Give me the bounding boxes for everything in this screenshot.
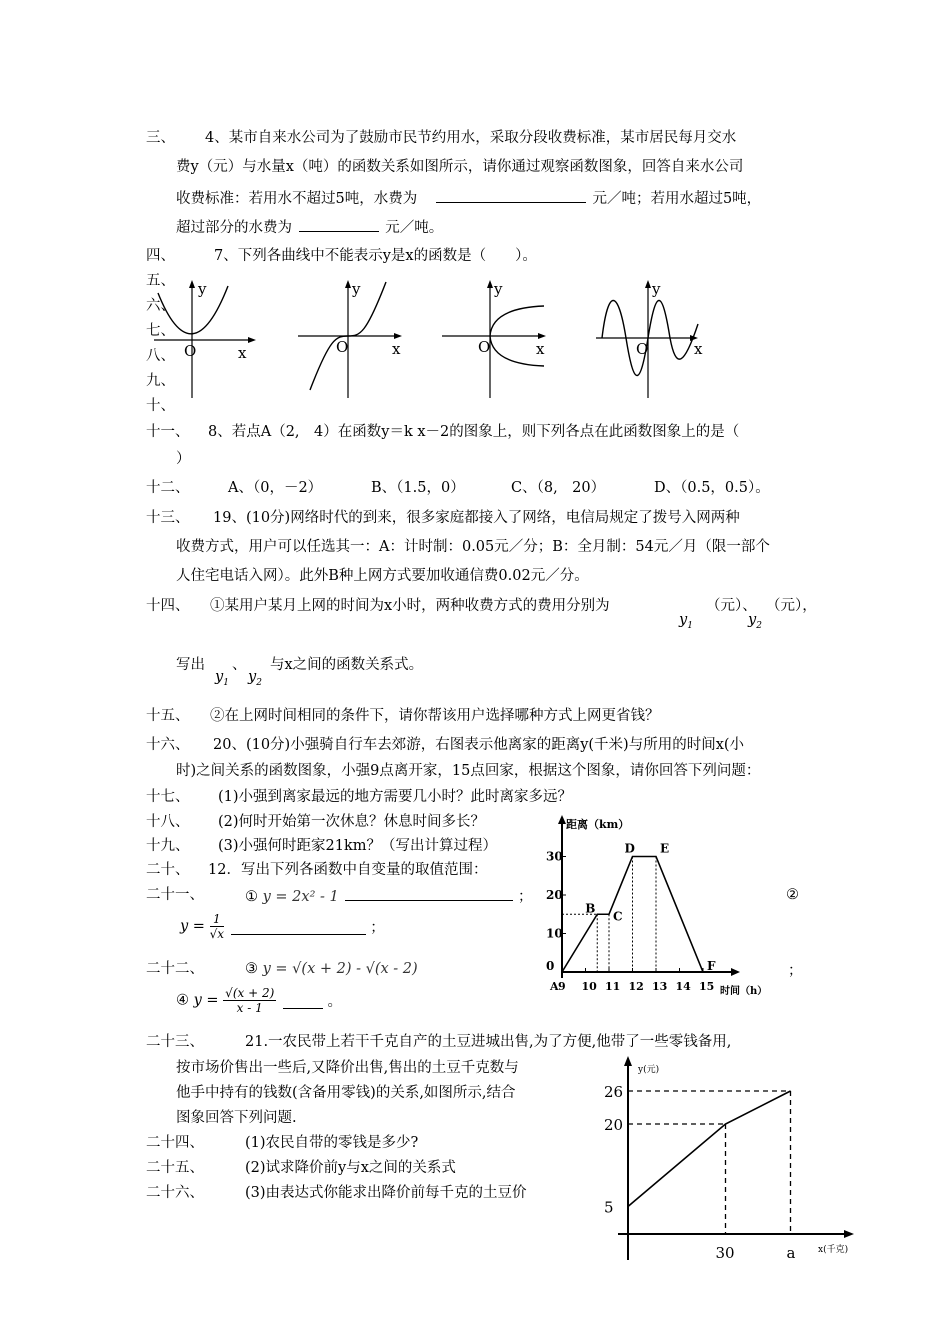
q20-s3-text: (3)小强何时距家21km？（写出计算过程）: [218, 838, 498, 854]
q21-line-1: 21.一农民带上若干千克自产的土豆进城出售,为了方便,他带了一些零钱备用,: [245, 1034, 732, 1050]
q12-a: [245, 885, 532, 907]
q7-text: 7、下列各曲线中不能表示y是x的函数是（ ）。: [214, 248, 537, 264]
q19-y2-a: $y_2$: [748, 612, 762, 631]
q7-g4-y-label: y: [652, 280, 661, 298]
q12-number: 二十、: [146, 862, 190, 878]
q8-text-2: ）: [176, 451, 191, 467]
q4-blank-2[interactable]: [299, 216, 379, 232]
origin-label: A: [550, 980, 559, 993]
x-axis-label: x(千克): [818, 1245, 849, 1255]
y-tick-label: 5: [604, 1198, 614, 1217]
q12-a-expr: y = 2x² - 1: [262, 889, 339, 905]
q4-line-3-a: 收费标准：若用水不超过5吨，水费为: [176, 191, 418, 207]
q12-b-end: ；: [370, 920, 385, 936]
q20-s3-number: 十九、: [146, 838, 190, 854]
q4-line-4-a: 超过部分的水费为: [176, 220, 292, 236]
q19-y2-b: $y_2$: [248, 669, 262, 688]
x-tick-label: 12: [628, 980, 644, 993]
q12-d-mark: ④: [176, 992, 189, 1009]
point-label-D: D: [624, 841, 635, 856]
q8-option-a: A、（0，－2）: [228, 480, 323, 496]
x-tick-label: 13: [652, 980, 668, 993]
q20-line-1: 20、(10分)小强骑自行车去郊游，右图表示他离家的距离y(千米)与所用的时间x(小: [213, 737, 745, 753]
q12-b: [180, 912, 385, 941]
q4-line-4: [176, 216, 443, 238]
q19-sub2-text: ②在上网时间相同的条件下，请你帮该用户选择哪种方式上网更省钱？: [210, 708, 660, 724]
q12-c-expr: y = √(x + 2) - √(x - 2): [262, 961, 418, 977]
q4-line-4-b: 元／吨。: [385, 220, 444, 236]
q8-text: 8、若点A（2, 4）在函数y＝k x－2的图象上，则下列各点在此函数图象上的是（: [208, 424, 740, 440]
q21-number: 二十三、: [146, 1034, 204, 1050]
q12-d-blank[interactable]: [283, 993, 323, 1009]
y-tick-label: 20: [546, 888, 563, 902]
q19-sub1-text: ①某用户某月上网的时间为x小时，两种收费方式的费用分别为: [210, 598, 610, 614]
q20-s1-text: (1)小强到离家最远的地方需要几小时？此时离家多远？: [218, 789, 573, 805]
q4-number: 三、: [146, 130, 175, 146]
q7-g2-x-label: x: [392, 340, 401, 358]
q12-c-end: ；: [788, 963, 803, 979]
q19-sep: 、: [232, 657, 247, 673]
q21-s2-number: 二十五、: [146, 1160, 204, 1176]
point-label-F: F: [707, 959, 716, 973]
y-tick-label: 20: [604, 1116, 624, 1134]
num-8: 八、: [146, 348, 175, 364]
q20-s1-number: 十七、: [146, 789, 190, 805]
q12-a-mark: ①: [245, 889, 258, 905]
q7-graph-sideways-parabola: [440, 278, 555, 400]
x-axis-label: 时间（h）: [720, 986, 768, 997]
q19-line-3: 人住宅电话入网）。此外B种上网方式要加收通信费0.02元／分。: [176, 568, 589, 584]
q19-y1-a: $y_1$: [679, 612, 693, 631]
q12-text: 12．写出下列各函数中自变量的取值范围：: [208, 862, 488, 878]
q20-s2-text: (2)何时开始第一次休息？休息时间多长？: [218, 814, 486, 830]
y-tick-label: 26: [604, 1083, 624, 1101]
x-tick-label: 9: [558, 980, 566, 993]
x-tick-label: a: [786, 1244, 796, 1262]
q7-g4-x-label: x: [694, 340, 703, 358]
q12-b-lhs: y =: [180, 918, 205, 935]
q12-c-number: 二十二、: [146, 961, 204, 977]
q12-c: [245, 959, 418, 979]
q7-g1-y-label: y: [198, 280, 207, 298]
q19-write-rest: 与x之间的函数关系式。: [270, 657, 424, 673]
q12-d: [176, 986, 342, 1015]
x-tick-label: 14: [675, 980, 691, 993]
q7-g1-x-label: x: [238, 344, 247, 362]
q4-blank-1[interactable]: [436, 187, 586, 203]
q7-g1-o-label: O: [184, 342, 197, 360]
q7-number: 四、: [146, 248, 175, 264]
q20-line-2: 时)之间关系的函数图象，小强9点离开家，15点回家，根据这个图象，请你回答下列问题：: [176, 763, 761, 779]
q21-line-3: 他手中持有的钱数(含备用零钱)的关系,如图所示,结合: [176, 1085, 516, 1101]
q8-options-number: 十二、: [146, 480, 190, 496]
q7-g4-o-label: O: [636, 340, 649, 358]
q12-d-end: 。: [327, 994, 342, 1010]
q21-s3-text: (3)由表达式你能求出降价前每千克的土豆价: [245, 1185, 527, 1201]
y-axis-arrow: [624, 1056, 632, 1066]
point-label-E: E: [660, 841, 670, 856]
q21-s1-number: 二十四、: [146, 1135, 204, 1151]
q12-d-lhs: y =: [193, 992, 219, 1009]
q4-line-2: 费y（元）与水量x（吨）的函数关系如图所示，请你通过观察函数图象，回答自来水公司: [176, 159, 744, 175]
q19-y1-b: $y_1$: [215, 669, 229, 688]
q12-a-end: ；: [517, 889, 533, 905]
x-tick-label: 30: [715, 1244, 735, 1262]
q19-sub1-c: （元），: [766, 598, 817, 614]
q8-option-c: C、（8, 20）: [511, 480, 606, 496]
q7-g3-o-label: O: [478, 338, 491, 356]
q4-line-3: [176, 187, 761, 209]
q19-line-2: 收费方式，用户可以任选其一：A：计时制：0.05元／分；B：全月制：54元／月（限一部个: [176, 539, 770, 555]
q19-line-1: 19、(10分)网络时代的到来，很多家庭都接入了网络，电信局规定了拨号入网两种: [213, 510, 740, 526]
q12-a-number: 二十一、: [146, 887, 204, 903]
q8-number: 十一、: [146, 424, 190, 440]
q19-sub1-b: （元）、: [706, 598, 757, 614]
q19-sub2-number: 十五、: [146, 708, 190, 724]
q7-graph-wave: [594, 278, 719, 400]
q12-b-blank[interactable]: [231, 919, 366, 935]
num-9: 九、: [146, 373, 175, 389]
q12-a-blank[interactable]: [345, 885, 513, 901]
q7-g3-y-label: y: [494, 280, 503, 298]
q12-d-frac: $\frac{√(x + 2)}{x - 1}$: [225, 986, 275, 1015]
q4-line-1: 4、某市自来水公司为了鼓励市民节约用水，采取分段收费标准，某市居民每月交水: [205, 130, 737, 146]
q19-sub1-number: 十四、: [146, 598, 190, 614]
q12-b-mark: ②: [786, 887, 799, 903]
q7-g3-x-label: x: [536, 340, 545, 358]
x-axis-arrow: [844, 1230, 854, 1238]
point-label-C: C: [613, 909, 623, 924]
money-series-line: [628, 1091, 791, 1207]
q7-graph-cubic: [296, 278, 411, 400]
q8-option-d: D、（0.5，0.5）。: [654, 480, 770, 496]
distance-time-chart: [540, 812, 780, 997]
point-label-B: B: [585, 901, 596, 916]
q19-number: 十三、: [146, 510, 190, 526]
q7-g2-o-label: O: [336, 338, 349, 356]
q7-g2-y-label: y: [352, 280, 361, 298]
num-5: 五、: [146, 273, 175, 289]
y-axis-label: 距离（km）: [566, 818, 630, 831]
q19-write-label: 写出: [176, 657, 205, 673]
q20-number: 十六、: [146, 737, 190, 753]
q20-s2-number: 十八、: [146, 814, 190, 830]
q21-s2-text: (2)试求降价前y与x之间的关系式: [245, 1160, 456, 1176]
x-tick-label: 11: [605, 980, 621, 993]
num-6: 六、: [146, 298, 175, 314]
y-tick-label: 30: [546, 849, 563, 864]
q12-c-mark: ③: [245, 961, 258, 977]
q21-s1-text: (1)农民自带的零钱是多少?: [245, 1135, 419, 1151]
x-tick-label: 10: [581, 980, 597, 993]
q4-line-3-b: 元／吨；若用水超过5吨，: [592, 191, 762, 207]
x-tick-label: 15: [699, 980, 715, 993]
q21-line-4: 图象回答下列问题.: [176, 1110, 297, 1126]
q12-b-frac: $\frac{1}{√x}$: [209, 912, 224, 941]
x-axis-arrow: [731, 968, 740, 976]
q8-option-b: B、（1.5，0）: [371, 480, 465, 496]
q7-graph-parabola: [150, 278, 260, 400]
num-10: 十、: [146, 398, 175, 414]
y-axis-arrow: [558, 815, 566, 824]
y-axis-label: y(元): [638, 1065, 660, 1075]
q21-s3-number: 二十六、: [146, 1185, 204, 1201]
q21-line-2: 按市场价售出一些后,又降价出售,售出的土豆千克数与: [176, 1060, 519, 1076]
num-7: 七、: [146, 323, 175, 339]
y-tick-label: 10: [546, 926, 563, 941]
money-weight-chart: [590, 1054, 870, 1266]
y-tick-label: 0: [546, 959, 555, 973]
